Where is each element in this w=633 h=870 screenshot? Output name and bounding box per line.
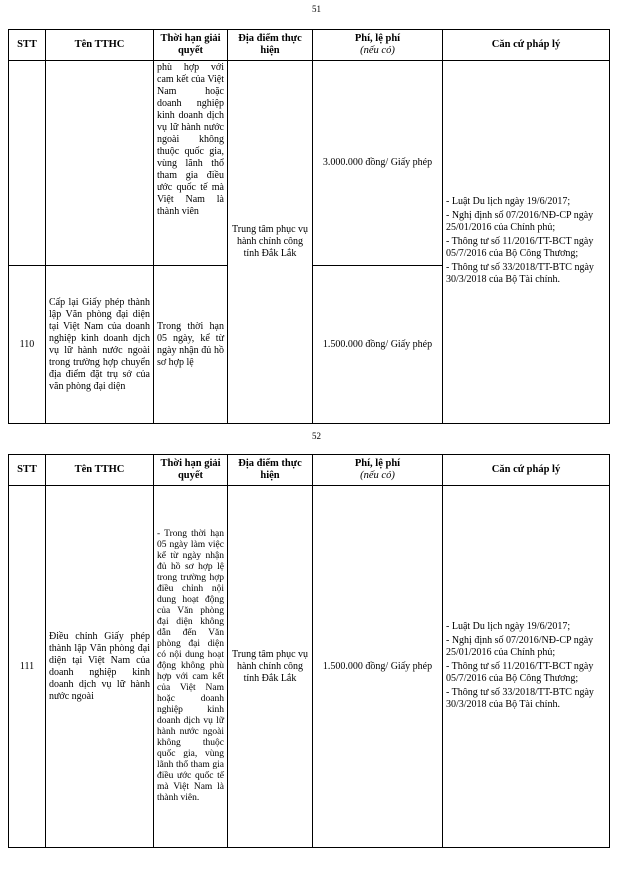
cell-place: Trung tâm phục vụ hành chính công tỉnh Đắk Lắk bbox=[228, 61, 313, 424]
header-fee-label: Phí, lệ phí bbox=[354, 33, 401, 44]
header-name: Tên TTHC bbox=[46, 30, 154, 61]
cell-fee-continued: 3.000.000 đồng/ Giấy phép bbox=[313, 61, 443, 266]
header-fee bbox=[313, 30, 443, 61]
basis-item: - Thông tư số 11/2016/TT-BCT ngày 05/7/2016 của Bộ Công Thương; bbox=[446, 660, 594, 684]
table-row-continued bbox=[9, 61, 610, 266]
basis-item: - Nghị định số 07/2016/NĐ-CP ngày 25/01/2016 của Chính phủ; bbox=[446, 634, 594, 658]
cell-fee-110: 1.500.000 đồng/ Giấy phép bbox=[313, 266, 443, 424]
procedure-table-page-52 bbox=[8, 454, 610, 848]
cell-name-111: Điều chỉnh Giấy phép thành lập Văn phòng đại diện tại Việt Nam của doanh nghiệp kinh doanh dịch vụ lữ hành nước ngoài bbox=[46, 486, 154, 848]
header-fee-note: (nếu có) bbox=[360, 45, 395, 56]
cell-deadline-111: - Trong thời hạn 05 ngày làm việc kể từ ngày nhận đủ hồ sơ hợp lệ trong trường hợp điều chỉnh nội dung hoạt động của Văn phòng đại diện không dẫn đến Văn phòng đại diện có nội dung hoạt động không phù hợp với cam kết của Việt Nam hoặc doanh nghiệp kinh doanh dịch vụ lữ hành nước ngoài không thuộc quốc gia, vùng lãnh thổ tham gia điều ước quốc tế mà Việt Nam là thành viên. bbox=[154, 486, 228, 848]
page-number-51: 51 bbox=[312, 4, 321, 14]
header-stt: STT bbox=[9, 30, 46, 61]
header-fee bbox=[313, 455, 443, 486]
cell-basis-111 bbox=[443, 486, 610, 848]
basis-item: - Nghị định số 07/2016/NĐ-CP ngày 25/01/2016 của Chính phủ; bbox=[446, 210, 594, 233]
header-place: Địa điểm thực hiện bbox=[228, 455, 313, 486]
cell-name-empty bbox=[46, 61, 154, 266]
basis-item: - Thông tư số 11/2016/TT-BCT ngày 05/7/2016 của Bộ Công Thương; bbox=[446, 236, 594, 259]
header-stt: STT bbox=[9, 455, 46, 486]
header-name: Tên TTHC bbox=[46, 455, 154, 486]
header-place: Địa điểm thực hiện bbox=[228, 30, 313, 61]
basis-item: - Luật Du lịch ngày 19/6/2017; bbox=[446, 196, 571, 207]
cell-place-111: Trung tâm phục vụ hành chính công tỉnh Đắk Lắk bbox=[228, 486, 313, 848]
table-row-111 bbox=[9, 486, 610, 848]
cell-deadline-110: Trong thời hạn 05 ngày, kể từ ngày nhận đủ hồ sơ hợp lệ bbox=[154, 266, 228, 424]
header-basis: Căn cứ pháp lý bbox=[443, 30, 610, 61]
header-deadline: Thời hạn giải quyết bbox=[154, 30, 228, 61]
header-deadline: Thời hạn giải quyết bbox=[154, 455, 228, 486]
cell-deadline-continued: phù hợp với cam kết của Việt Nam hoặc doanh nghiệp kinh doanh dịch vụ lữ hành nước ngoài không thuộc quốc gia, vùng lãnh thổ tham gia điều ước quốc tế mà Việt Nam là thành viên bbox=[154, 61, 228, 266]
procedure-table-page-51 bbox=[8, 29, 610, 424]
cell-stt-111: 111 bbox=[9, 486, 46, 848]
page-number-52: 52 bbox=[312, 431, 321, 441]
header-basis: Căn cứ pháp lý bbox=[443, 455, 610, 486]
cell-stt-110: 110 bbox=[9, 266, 46, 424]
cell-stt-empty bbox=[9, 61, 46, 266]
cell-name-110: Cấp lại Giấy phép thành lập Văn phòng đại diện tại Việt Nam của doanh nghiệp kinh doanh dịch vụ lữ hành nước ngoài trong trường hợp chuyển địa điểm đặt trụ sở của văn phòng đại diện bbox=[46, 266, 154, 424]
basis-item: - Luật Du lịch ngày 19/6/2017; bbox=[446, 620, 571, 632]
header-fee-label: Phí, lệ phí bbox=[354, 458, 401, 469]
header-fee-note: (nếu có) bbox=[360, 470, 395, 481]
basis-item: - Thông tư số 33/2018/TT-BTC ngày 30/3/2018 của Bộ Tài chính. bbox=[446, 686, 594, 710]
cell-fee-111: 1.500.000 đồng/ Giấy phép bbox=[313, 486, 443, 848]
basis-item: - Thông tư số 33/2018/TT-BTC ngày 30/3/2018 của Bộ Tài chính. bbox=[446, 262, 594, 285]
cell-basis bbox=[443, 61, 610, 424]
